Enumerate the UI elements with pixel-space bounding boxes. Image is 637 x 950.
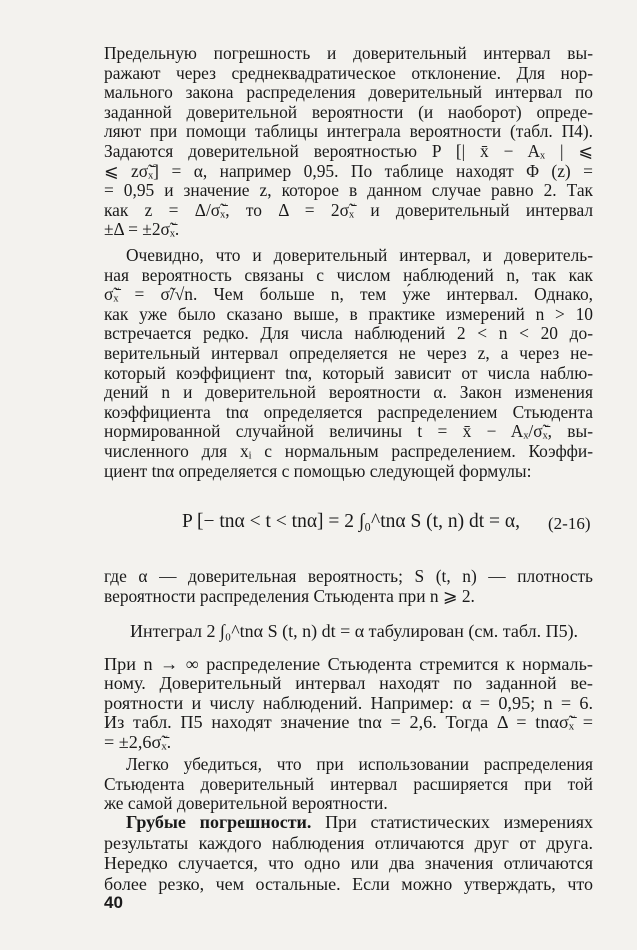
- text-line: роятности и числу наблюдений. Например: α = 0,95; n = 6.: [104, 692, 593, 713]
- text-line: вероятности распределения Стьюдента при n ⩾ 2.: [104, 585, 475, 606]
- paragraph-1: [104, 44, 593, 240]
- text-line: Легко убедиться, что при использовании распределения: [126, 754, 593, 774]
- text-line: как z = Δ/σ̃ₓ̄, то Δ = 2σ̃ₓ̄ и доверительный интервал: [104, 199, 593, 220]
- page-number: 40: [104, 893, 123, 912]
- text-line: мального закона распределения доверительный интервал по: [104, 82, 593, 103]
- paragraph-4: [104, 655, 593, 752]
- section-heading: Грубые погрешности.: [126, 812, 312, 832]
- text-line: Очевидно, что и доверительный интервал, и доверитель-: [126, 245, 593, 265]
- text-line: Стьюдента доверительный интервал расширяется при той: [104, 773, 593, 794]
- text-line: Предельную погрешность и доверительный интервал вы-: [104, 43, 593, 63]
- text-line: дений n и доверительной вероятности α. Закон изменения: [104, 382, 593, 403]
- text-line: ражают через среднеквадратическое отклонение. Для нор-: [104, 62, 593, 83]
- text-line: который коэффициент tnα, который зависит от числа наблю-: [104, 362, 593, 383]
- text-line: результаты каждого наблюдения отличаются друг от друга.: [104, 832, 593, 853]
- text-line: [104, 812, 593, 833]
- text-line: ±Δ = ±2σ̃ₓ̄.: [104, 219, 180, 240]
- text-line: коэффициента tnα определяется распределением Стьюдента: [104, 401, 593, 422]
- text-line: заданной доверительной вероятности (и наоборот) опреде-: [104, 101, 593, 122]
- formula-number: (2-16): [548, 514, 591, 533]
- text-line: как уже было сказано выше, в практике измерений n > 10: [104, 303, 593, 324]
- formula-2-16: P [− tnα < t < tnα] = 2 ∫₀^tnα S (t, n) dt = α,: [182, 511, 520, 532]
- text-line: ная вероятность связаны с числом наблюдений n, так как: [104, 264, 593, 285]
- text-line: ному. Доверительный интервал находят по заданной ве-: [104, 673, 593, 694]
- text-span: При статистических измерениях: [311, 812, 593, 832]
- text-line: более резко, чем остальные. Если можно утверждать, что: [104, 873, 593, 894]
- text-line: = ±2,6σ̃ₓ̄.: [104, 731, 172, 752]
- text-line: нормированной случайной величины t = x̄ − Aₓ/σ̃ₓ̄, вы-: [104, 421, 593, 442]
- text-line: Из табл. П5 находят значение tnα = 2,6. Тогда Δ = tnασ̃ₓ̄ =: [104, 712, 593, 733]
- text-line: где α — доверительная вероятность; S (t, n) — плотность: [104, 566, 593, 586]
- text-line: Задаются доверительной вероятностью P [| x̄ − Aₓ | ⩽: [104, 140, 593, 161]
- text-line: σ̃ₓ̄ = σ̃/√n. Чем больше n, тем у́же интервал. Однако,: [104, 284, 593, 305]
- text-line: = 0,95 и значение z, которое в данном случае равно 2. Так: [104, 180, 593, 201]
- text-line: же самой доверительной вероятности.: [104, 793, 388, 814]
- text-line: встречается редко. Для числа наблюдений 2 < n < 20 до-: [104, 323, 593, 344]
- paragraph-5: [104, 755, 593, 814]
- paragraph-2: [104, 246, 593, 481]
- text-line: При n → ∞ распределение Стьюдента стремится к нормаль-: [104, 654, 593, 674]
- text-line: ляют при помощи таблицы интеграла вероятности (табл. П4).: [104, 121, 593, 142]
- paragraph-3: [104, 567, 593, 606]
- text-line: ⩽ zσ̃ₓ̄] = α, например 0,95. По таблице находят Φ (z) =: [104, 160, 593, 181]
- integral-statement: Интеграл 2 ∫₀^tnα S (t, n) dt = α табулирован (см. табл. П5).: [130, 621, 579, 641]
- text-line: циент tnα определяется с помощью следующей формулы:: [104, 460, 532, 481]
- text-line: Нередко случается, что одно или два значения отличаются: [104, 853, 593, 874]
- paragraph-6: [104, 812, 593, 894]
- text-line: верительный интервал определяется не через z, а через не-: [104, 342, 593, 363]
- text-line: численного для xᵢ с нормальным распределением. Коэффи-: [104, 440, 593, 461]
